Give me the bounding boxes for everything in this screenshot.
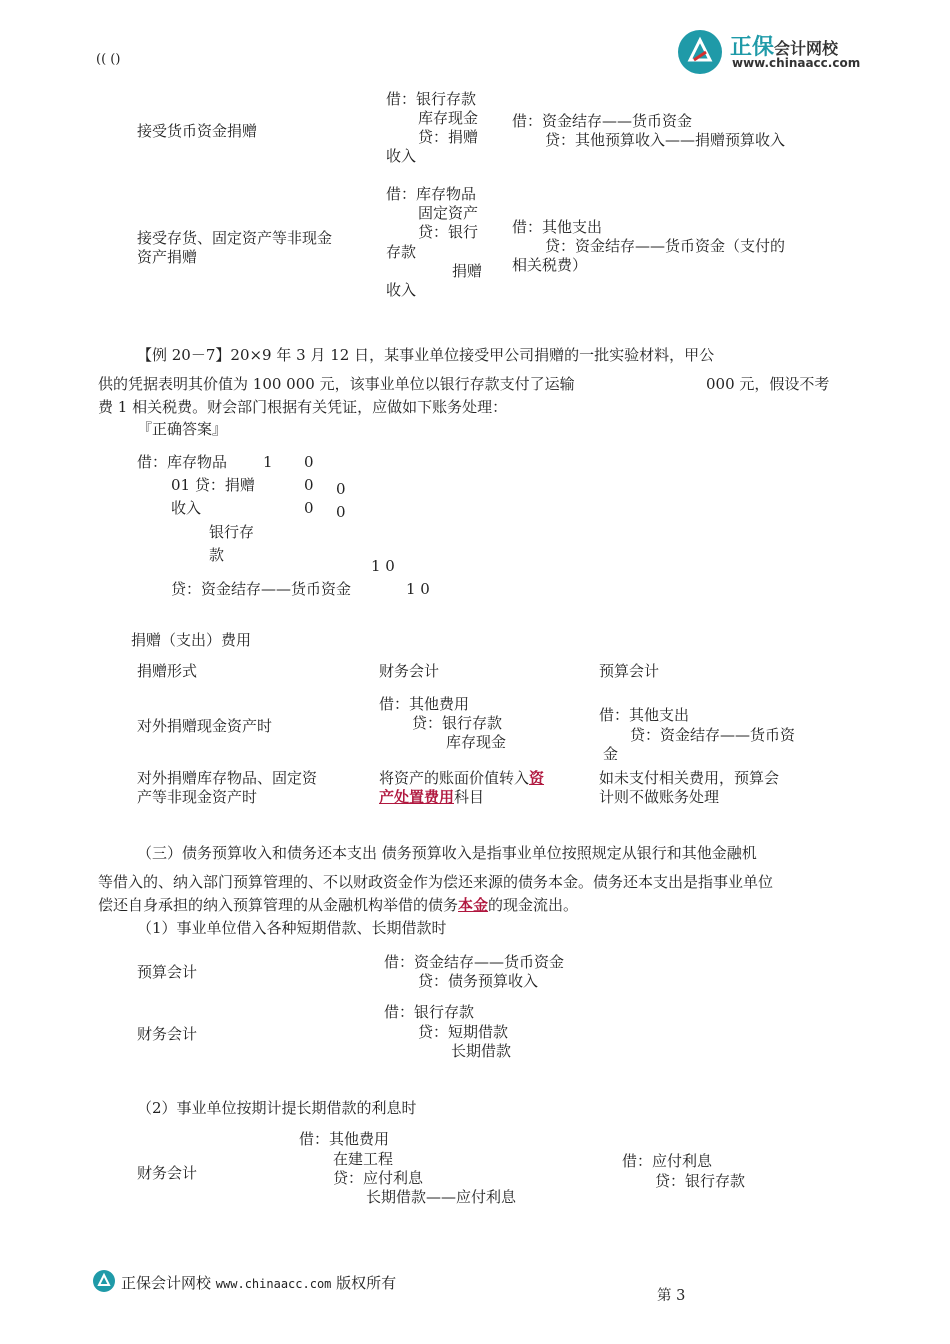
- row-label: 预算会计: [137, 963, 198, 981]
- fin-entry: 贷：银行存款: [412, 714, 503, 732]
- right-entry: 贷：银行存款: [655, 1172, 746, 1190]
- fin-entry: 收入: [386, 147, 417, 165]
- logo-icon: [678, 30, 722, 74]
- fin-text-line2: [379, 788, 485, 806]
- fin-text: [379, 769, 544, 789]
- brand-logo[interactable]: [678, 28, 863, 78]
- row-label: 对外捐赠现金资产时: [137, 717, 273, 735]
- right-entry: 借：应付利息: [622, 1152, 713, 1170]
- entry-text: 0: [304, 453, 314, 471]
- budget-entry: 相关税费）: [512, 256, 588, 274]
- footer-logo-icon: [93, 1270, 115, 1292]
- entry-text: 1 0: [371, 557, 395, 575]
- example-cut-line: 【例 20－7】20×9 年 3 月 12 日，某事业单位接受甲公司捐赠的一批实验材料，甲公: [137, 346, 715, 364]
- asset-disposal-link-2[interactable]: 产处置费用: [379, 788, 455, 806]
- budget-entry: 贷：债务预算收入: [418, 972, 539, 990]
- row-label: 财务会计: [137, 1025, 198, 1043]
- footer-brand: 正保会计网校: [121, 1274, 212, 1292]
- logo-url: www.chinaacc.com: [732, 56, 861, 70]
- budget-entry: 贷：其他预算收入——捐赠预算收入: [545, 131, 786, 149]
- sub-heading: （1）事业单位借入各种短期借款、长期借款时: [137, 919, 447, 937]
- footer-url[interactable]: www.chinaacc.com: [215, 1277, 332, 1291]
- debt-cut-line: （三）债务预算收入和债务还本支出 债务预算收入是指事业单位按照规定从银行和其他金融机: [137, 844, 757, 862]
- row-label: 对外捐赠库存物品、固定资: [137, 769, 318, 787]
- row-label: 接受存货、固定资产等非现金: [137, 229, 333, 247]
- entry-text: 01 贷：捐赠: [171, 476, 255, 494]
- row-label: 财务会计: [137, 1164, 198, 1182]
- entry-text: 款: [209, 546, 225, 564]
- example-line: 费 1 相关税费。财会部门根据有关凭证，应做如下账务处理：: [98, 398, 508, 416]
- fin-entry: 贷：应付利息: [333, 1169, 424, 1187]
- row-label: 产等非现金资产时: [137, 788, 258, 806]
- budget-text: 如未支付相关费用，预算会: [599, 769, 780, 787]
- entry-text: 0: [304, 499, 314, 517]
- debt-paragraph: 等借入的、纳入部门预算管理的、不以财政资金作为偿还来源的债务本金。债务还本支出是指事业单位: [98, 873, 774, 891]
- section-title: 捐赠（支出）费用: [131, 631, 252, 649]
- entry-text: 贷：资金结存——货币资金: [171, 580, 352, 598]
- entry-text: 0: [304, 476, 314, 494]
- top-fragment: (( (): [96, 52, 121, 67]
- page-number: 第 3: [657, 1288, 686, 1304]
- budget-entry: 借：资金结存——货币资金: [512, 112, 693, 130]
- example-line-cut: 000 元，假设不考: [706, 375, 830, 393]
- fin-text-prefix: 将资产的账面价值转入: [379, 769, 530, 787]
- fin-entry: 借：库存物品: [386, 185, 477, 203]
- column-header: 预算会计: [599, 662, 660, 680]
- budget-entry: 金: [603, 745, 619, 763]
- debt-paragraph: [98, 896, 578, 916]
- budget-entry: 借：其他支出: [512, 218, 603, 236]
- fin-entry: 贷：短期借款: [418, 1023, 509, 1041]
- entry-text: 1: [263, 453, 273, 471]
- fin-entry: 库存现金: [446, 733, 507, 751]
- row-label: 资产捐赠: [137, 248, 198, 266]
- fin-entry: 长期借款——应付利息: [366, 1188, 517, 1206]
- para-suffix: 的现金流出。: [488, 896, 579, 914]
- fin-entry: 捐赠: [452, 262, 483, 280]
- entry-text: 0: [336, 503, 346, 521]
- entry-text: 0: [336, 480, 346, 498]
- entry-text: 银行存: [209, 523, 255, 541]
- fin-entry: 借：其他费用: [379, 695, 470, 713]
- entry-text: 1 0: [406, 580, 430, 598]
- budget-entry: 借：资金结存——货币资金: [384, 953, 565, 971]
- column-header: 捐赠形式: [137, 662, 198, 680]
- fin-entry: 固定资产: [418, 204, 479, 222]
- answer-label: 『正确答案』: [137, 420, 228, 438]
- entry-text: 借：库存物品: [137, 453, 228, 471]
- budget-entry: 借：其他支出: [599, 706, 690, 724]
- fin-entry: 长期借款: [451, 1042, 512, 1060]
- row-label: 接受货币资金捐赠: [137, 122, 258, 140]
- fin-entry: 借：其他费用: [299, 1130, 390, 1148]
- logo-text-cn: 正保: [730, 35, 775, 60]
- fin-text-suffix: 科目: [454, 788, 485, 806]
- fin-entry: 存款: [386, 243, 417, 261]
- budget-entry: 贷：资金结存——货币资: [630, 726, 796, 744]
- fin-entry: 借：银行存款: [384, 1003, 475, 1021]
- asset-disposal-link[interactable]: 资: [529, 769, 545, 787]
- sub-heading: （2）事业单位按期计提长期借款的利息时: [137, 1099, 417, 1117]
- fin-entry: 在建工程: [333, 1150, 394, 1168]
- footer-rights: 版权所有: [336, 1274, 397, 1292]
- para-prefix: 偿还自身承担的纳入预算管理的从金融机构举借的债务: [98, 896, 459, 914]
- fin-entry: 库存现金: [418, 109, 479, 127]
- entry-text: 收入: [171, 499, 202, 517]
- budget-text: 计则不做账务处理: [599, 788, 720, 806]
- budget-entry: 贷：资金结存——货币资金（支付的: [545, 237, 786, 255]
- logo-text-suffix: 会计网校: [774, 39, 839, 58]
- fin-entry: 贷：银行: [418, 223, 479, 241]
- example-line: 供的凭据表明其价值为 100 000 元，该事业单位以银行存款支付了运输: [98, 375, 575, 393]
- fin-entry: 贷：捐赠: [418, 128, 479, 146]
- footer: [93, 1270, 453, 1294]
- fin-entry: 收入: [386, 281, 417, 299]
- principal-link[interactable]: 本金: [458, 896, 489, 914]
- column-header: 财务会计: [379, 662, 440, 680]
- fin-entry: 借：银行存款: [386, 90, 477, 108]
